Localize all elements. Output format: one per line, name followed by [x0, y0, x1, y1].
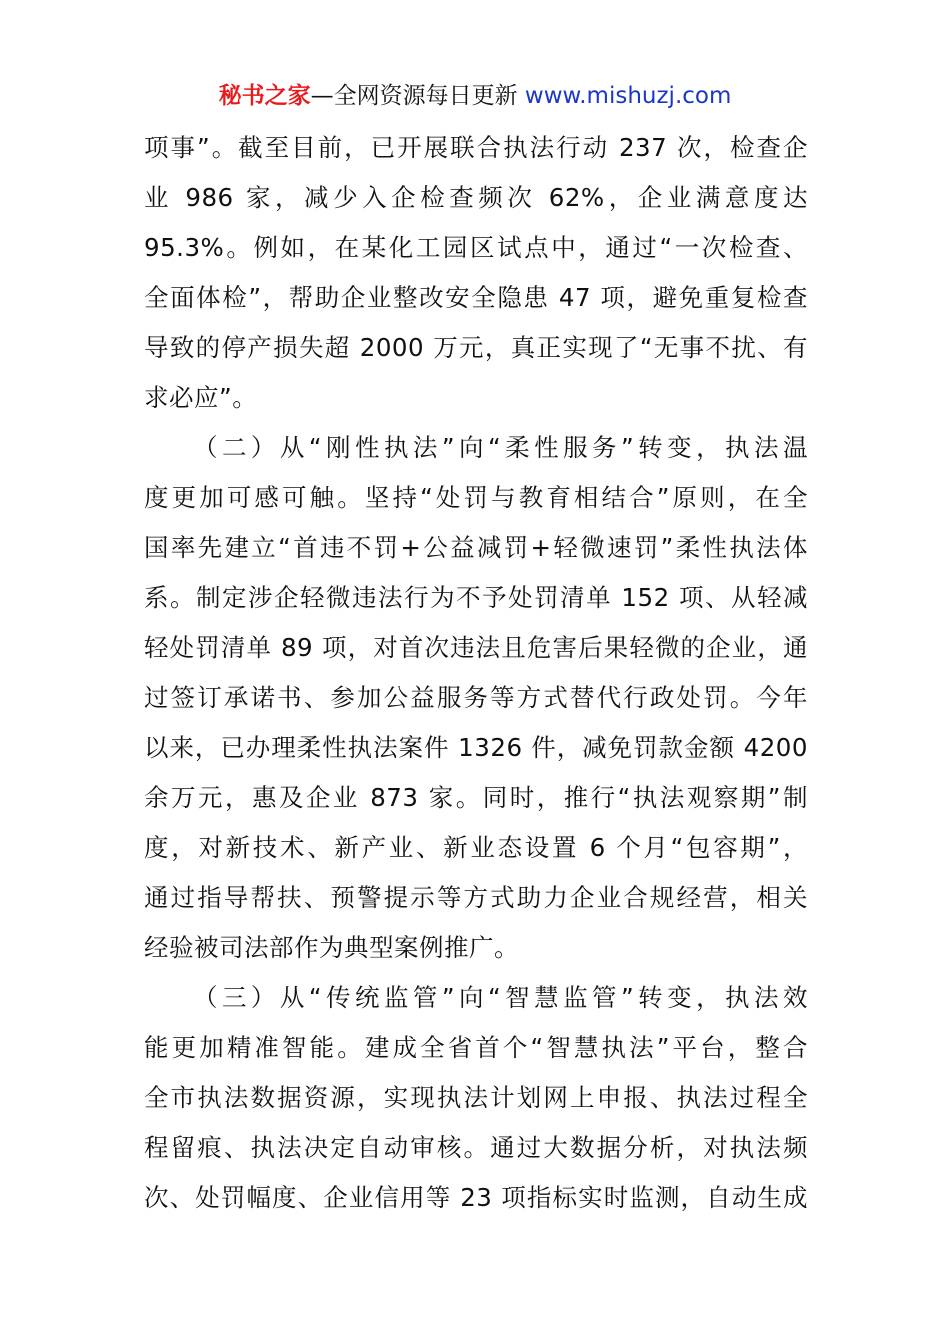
- text-line: 余万元，惠及企业 873 家。同时，推行“执法观察期”制: [144, 783, 808, 812]
- text-line: 求必应”。: [144, 383, 258, 412]
- text-line: 导致的停产损失超 2000 万元，真正实现了“无事不扰、有: [144, 333, 808, 362]
- text-line: 次、处罚幅度、企业信用等 23 项指标实时监测，自动生成: [144, 1183, 808, 1212]
- text-line: 业 986 家，减少入企检查频次 62%，企业满意度达: [144, 183, 808, 212]
- text-line: 程留痕、执法决定自动审核。通过大数据分析，对执法频: [144, 1133, 808, 1162]
- paragraph-start-line: （三）从“传统监管”向“智慧监管”转变，执法效: [193, 983, 808, 1012]
- text-line: 能更加精准智能。建成全省首个“智慧执法”平台，整合: [144, 1033, 808, 1062]
- text-line: 轻处罚清单 89 项，对首次违法且危害后果轻微的企业，通: [144, 633, 808, 662]
- text-line: 经验被司法部作为典型案例推广。: [144, 933, 519, 962]
- site-header: [0, 80, 950, 112]
- site-url-link[interactable]: www.mishuzj.com: [524, 83, 732, 109]
- text-line: 系。制定涉企轻微违法行为不予处罚清单 152 项、从轻减: [144, 583, 808, 612]
- text-line: 全市执法数据资源，实现执法计划网上申报、执法过程全: [144, 1083, 808, 1112]
- text-line: 项事”。截至目前，已开展联合执法行动 237 次，检查企: [144, 133, 808, 162]
- text-line: 国率先建立“首违不罚+公益减罚+轻微速罚”柔性执法体: [144, 533, 808, 562]
- text-line: 全面体检”，帮助企业整改安全隐患 47 项，避免重复检查: [144, 283, 808, 312]
- paragraph-start-line: （二）从“刚性执法”向“柔性服务”转变，执法温: [193, 433, 808, 462]
- text-line: 度更加可感可触。坚持“处罚与教育相结合”原则，在全: [144, 483, 808, 512]
- text-line: 过签订承诺书、参加公益服务等方式替代行政处罚。今年: [144, 683, 808, 712]
- text-line: 以来，已办理柔性执法案件 1326 件，减免罚款金额 4200: [144, 733, 808, 762]
- document-body: [144, 123, 808, 1223]
- site-tagline: —全网资源每日更新: [310, 83, 525, 109]
- site-brand: 秘书之家: [218, 83, 311, 109]
- text-line: 通过指导帮扶、预警提示等方式助力企业合规经营，相关: [144, 883, 808, 912]
- text-line: 度，对新技术、新产业、新业态设置 6 个月“包容期”，: [144, 833, 808, 862]
- text-line: 95.3%。例如，在某化工园区试点中，通过“一次检查、: [144, 233, 808, 262]
